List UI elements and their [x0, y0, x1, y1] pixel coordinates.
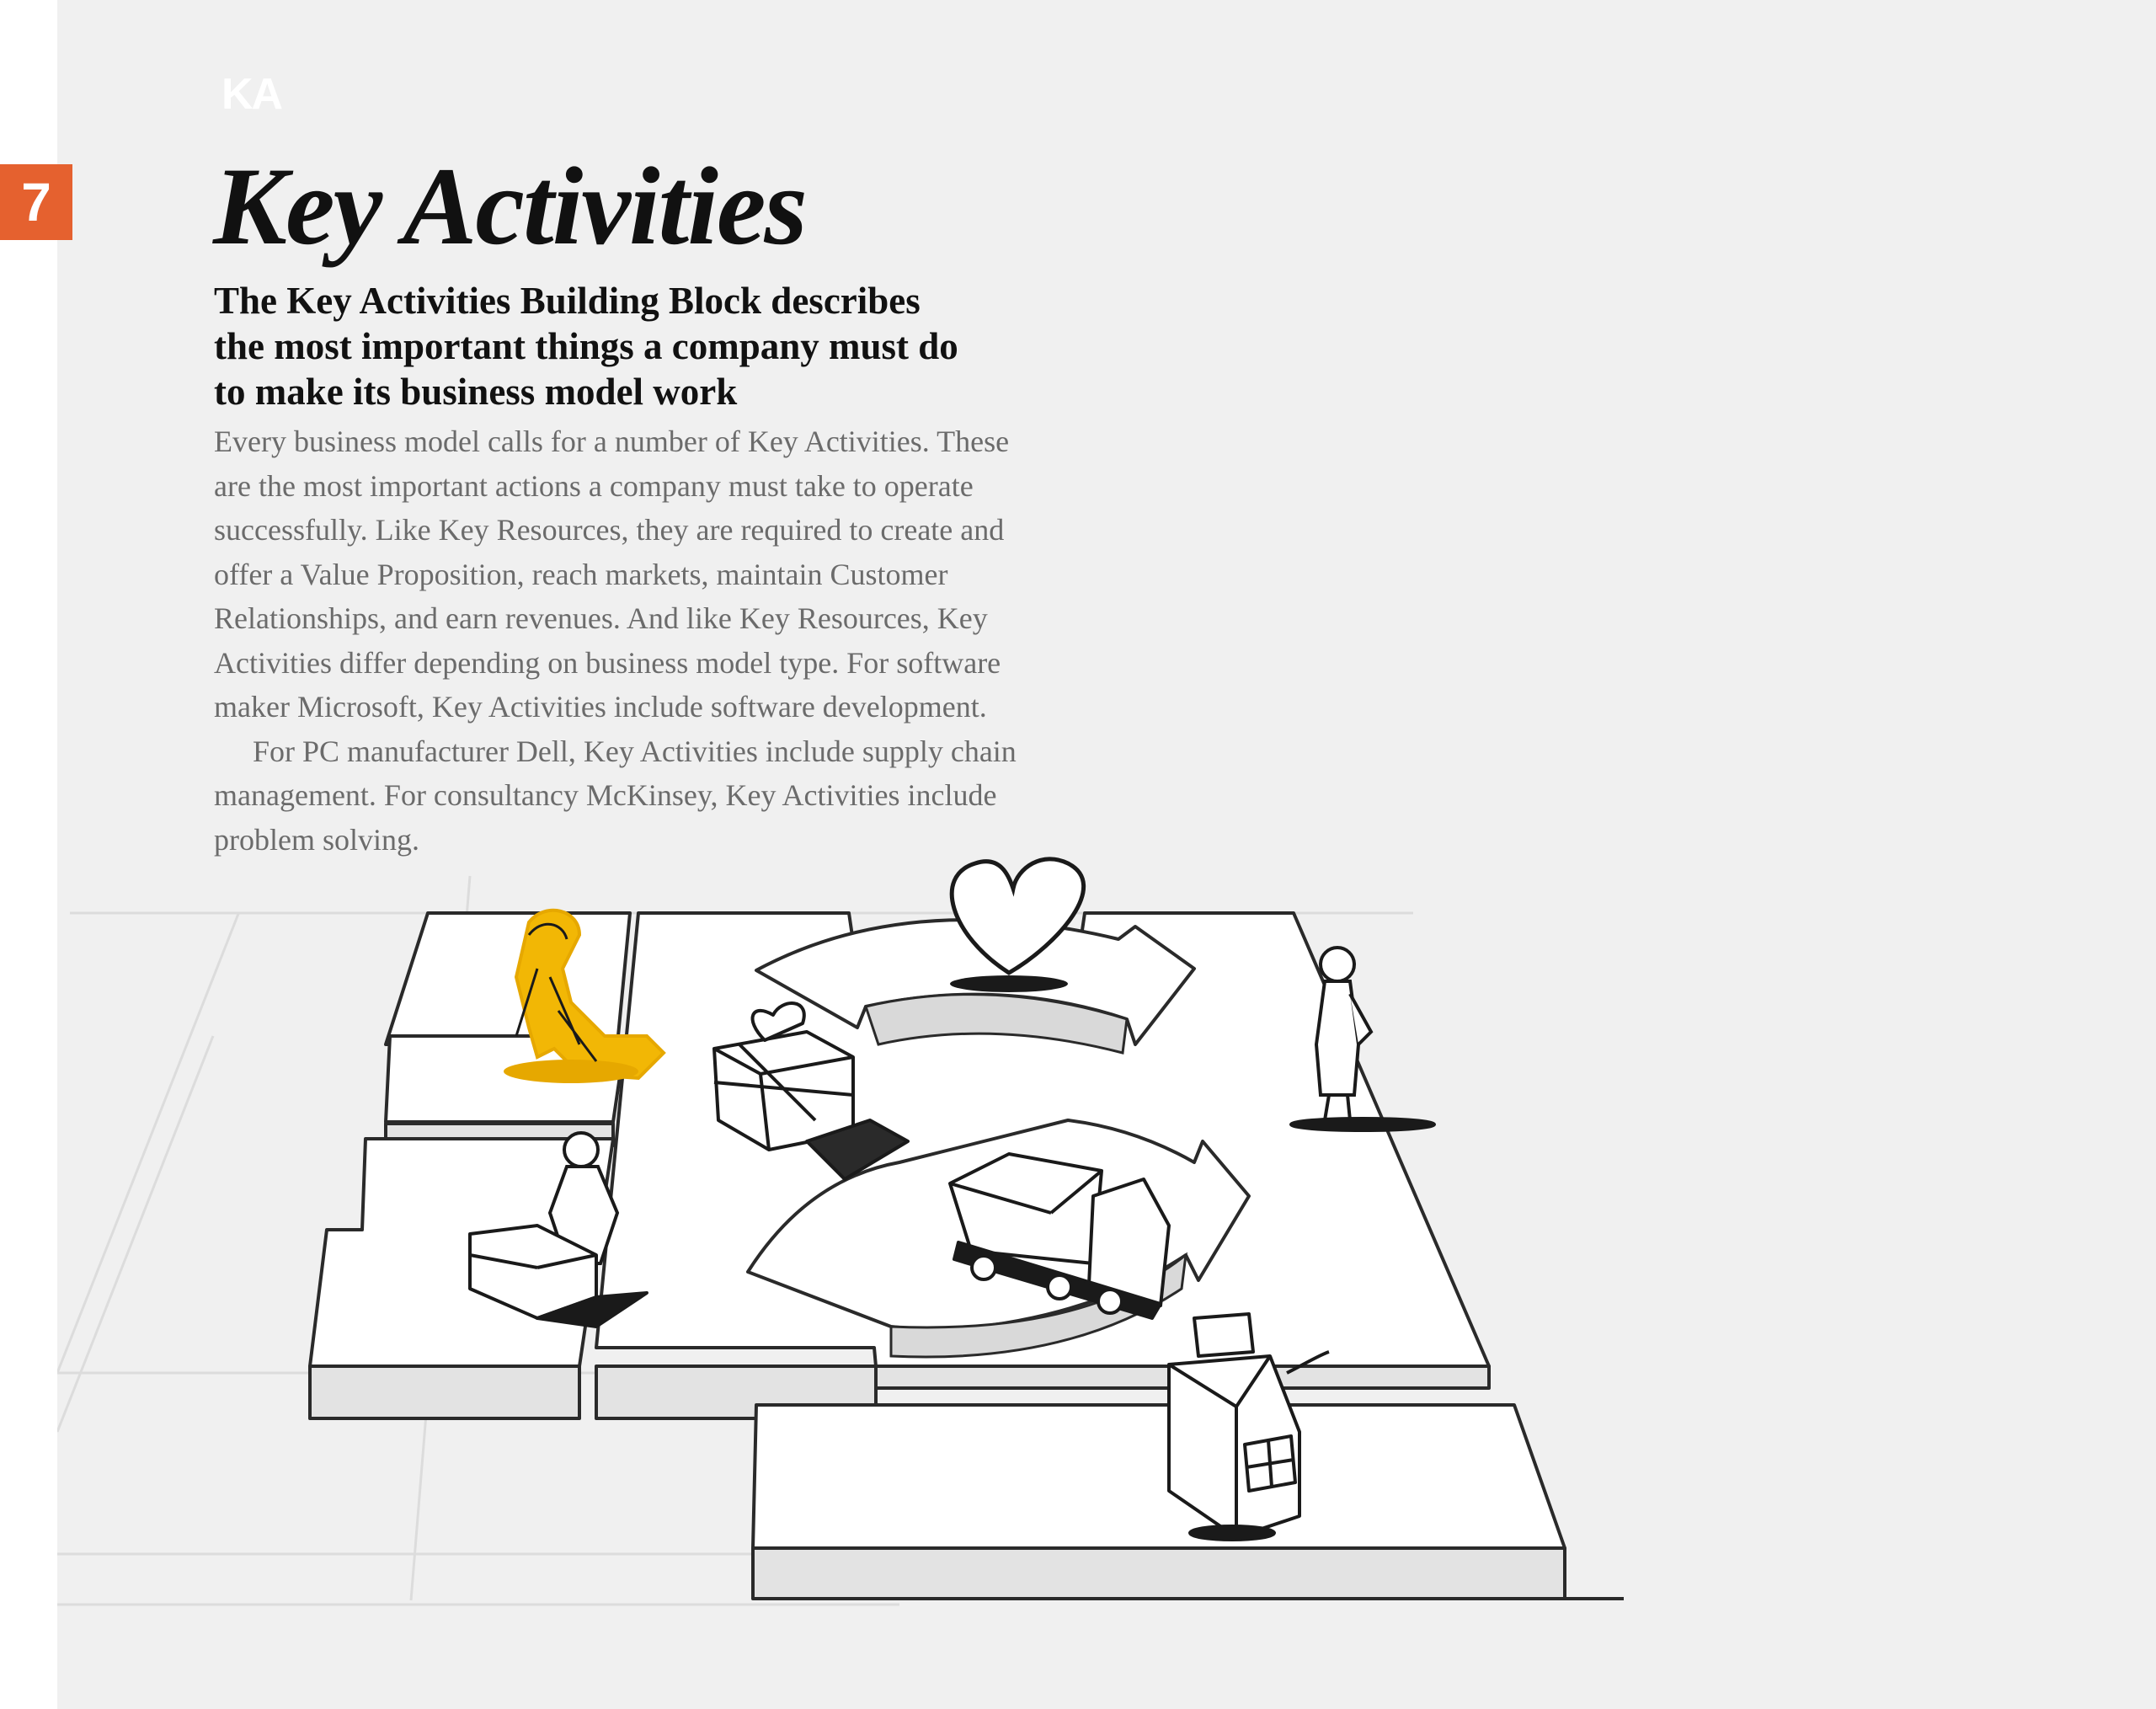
page	[57, 0, 2156, 1709]
body-line: Relationships, and earn revenues. And like Key Resources, Key	[214, 601, 988, 635]
body-line: problem solving.	[214, 822, 419, 857]
section-number-tab: 7	[0, 164, 72, 240]
lead-line: to make its business model work	[214, 371, 738, 413]
body-line: are the most important actions a company must take to operate	[214, 468, 974, 503]
business-model-canvas-illustration	[57, 842, 1657, 1685]
body-line: maker Microsoft, Key Activities include software development.	[214, 690, 987, 724]
body-line: successfully. Like Key Resources, they are required to create and	[214, 513, 1005, 547]
body-line: For PC manufacturer Dell, Key Activities include supply chain	[253, 734, 1017, 768]
lead-paragraph	[214, 278, 1140, 414]
body-line: management. For consultancy McKinsey, Key Activities include	[214, 778, 997, 812]
body-line: Activities differ depending on business model type. For software	[214, 645, 1001, 680]
page-title: Key Activities	[213, 144, 806, 268]
section-code: KA	[221, 70, 282, 119]
lead-line: the most important things a company must do	[214, 325, 958, 367]
body-line: Every business model calls for a number of Key Activities. These	[214, 425, 1010, 458]
lead-line: The Key Activities Building Block describes	[214, 280, 921, 322]
body-line: offer a Value Proposition, reach markets, maintain Customer	[214, 557, 948, 591]
page-edge	[0, 0, 57, 1709]
body-text	[214, 419, 1157, 862]
